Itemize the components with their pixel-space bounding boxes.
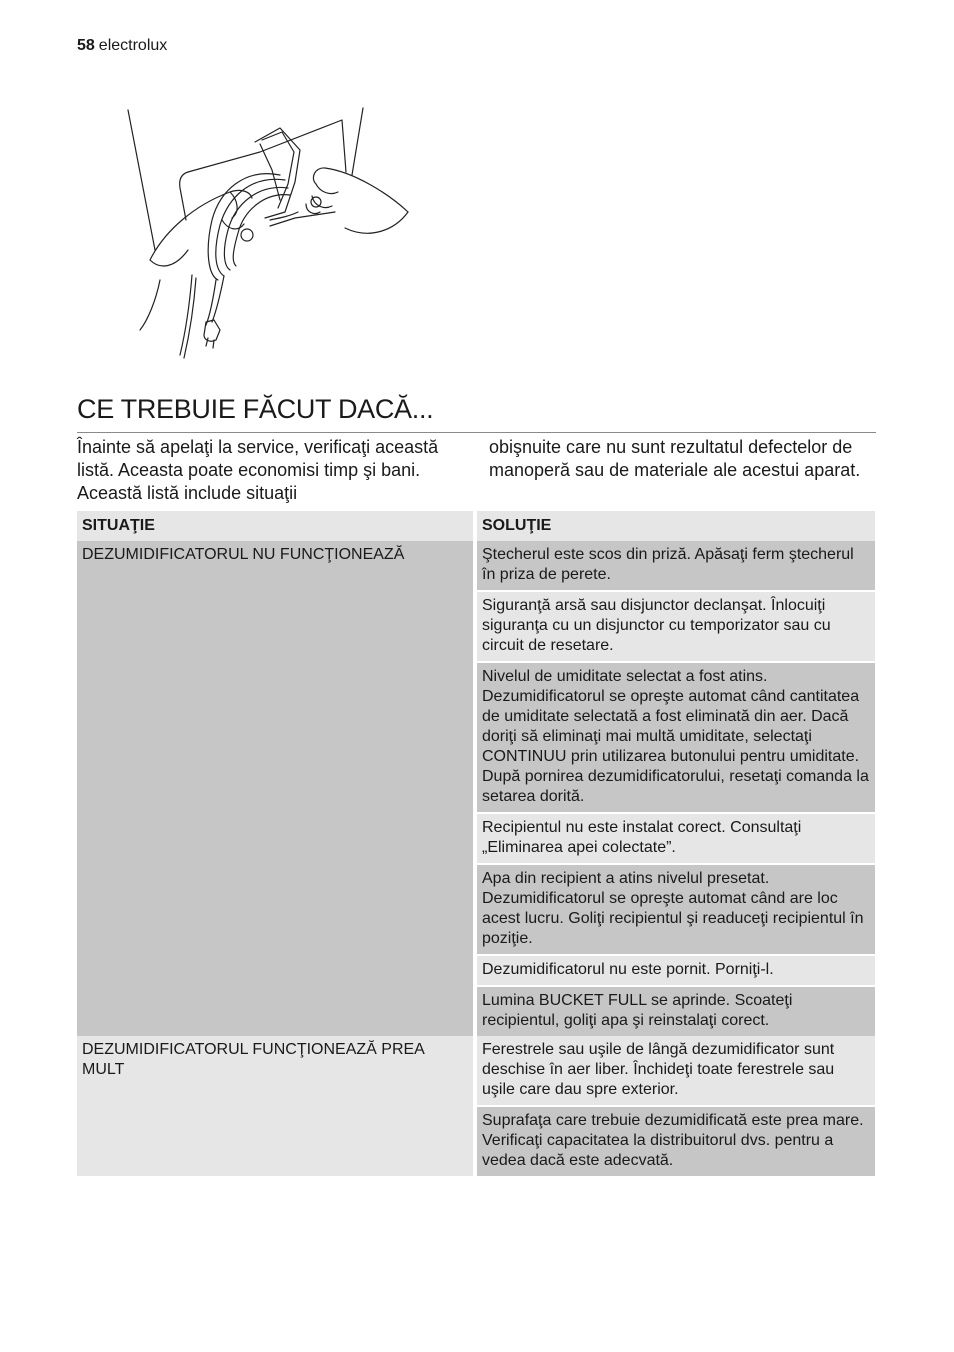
solution-cell: Ferestrele sau uşile de lângă dezumidificator sunt deschise în aer liber. Închideţi toate ferestrele sau uşile care dau spre exterior. xyxy=(475,1036,875,1106)
situation-column-header: SITUAŢIE xyxy=(77,511,475,541)
cord-wrapping-illustration-icon xyxy=(120,100,420,365)
solution-cell: Nivelul de umiditate selectat a fost atins. Dezumidificatorul se opreşte automat când cantitatea de umiditate selectată a fost eliminată din aer. Dacă doriţi să eliminaţi mai multă umiditate, selectaţi CONTINUU prin utilizarea butonului pentru umiditate. După pornirea dezumidificatorului, resetaţi comanda la setarea dorită. xyxy=(475,662,875,813)
solution-cell: Apa din recipient a atins nivelul presetat. Dezumidificatorul se opreşte automat când are loc acest lucru. Goliţi recipientul şi readuceţi recipientul în poziţie. xyxy=(475,864,875,955)
intro-text-right: obişnuite care nu sunt rezultatul defectelor de manoperă sau de materiale ale acestui aparat. xyxy=(489,437,861,480)
solution-cell: Ştecherul este scos din priză. Apăsaţi ferm ştecherul în priza de perete. xyxy=(475,541,875,591)
solution-cell: Recipientul nu este instalat corect. Consultaţi „Eliminarea apei colectate”. xyxy=(475,813,875,864)
solution-cell: Lumina BUCKET FULL se aprinde. Scoateţi recipientul, goliţi apa şi reinstalaţi corect. xyxy=(475,986,875,1036)
situation-cell: DEZUMIDIFICATORUL FUNCŢIONEAZĂ PREA MULT xyxy=(77,1036,475,1176)
table-header-row xyxy=(77,511,875,541)
section-title: CE TREBUIE FĂCUT DACĂ... xyxy=(77,394,434,424)
page-header xyxy=(77,37,167,55)
situation-cell: DEZUMIDIFICATORUL NU FUNCŢIONEAZĂ xyxy=(77,541,475,1036)
title-divider xyxy=(77,432,876,433)
intro-text-left: Înainte să apelaţi la service, verificaţi această listă. Aceasta poate economisi timp şi bani. Această listă include situaţii xyxy=(77,437,439,503)
troubleshooting-table xyxy=(77,511,875,1176)
page-number: 58 xyxy=(77,37,95,54)
table-row xyxy=(77,541,875,591)
solution-cell: Dezumidificatorul nu este pornit. Porniţi-l. xyxy=(475,955,875,986)
solution-cell: Suprafaţa care trebuie dezumidificată este prea mare. Verificaţi capacitatea la distribuitorul dvs. pentru a vedea dacă este adecvată. xyxy=(475,1106,875,1176)
table-row xyxy=(77,1036,875,1106)
solution-column-header: SOLUŢIE xyxy=(475,511,875,541)
solution-cell: Siguranţă arsă sau disjunctor declanşat. Înlocuiţi siguranţa cu un disjunctor cu temporizator sau cu circuit de resetare. xyxy=(475,591,875,662)
brand-name: electrolux xyxy=(98,37,168,54)
